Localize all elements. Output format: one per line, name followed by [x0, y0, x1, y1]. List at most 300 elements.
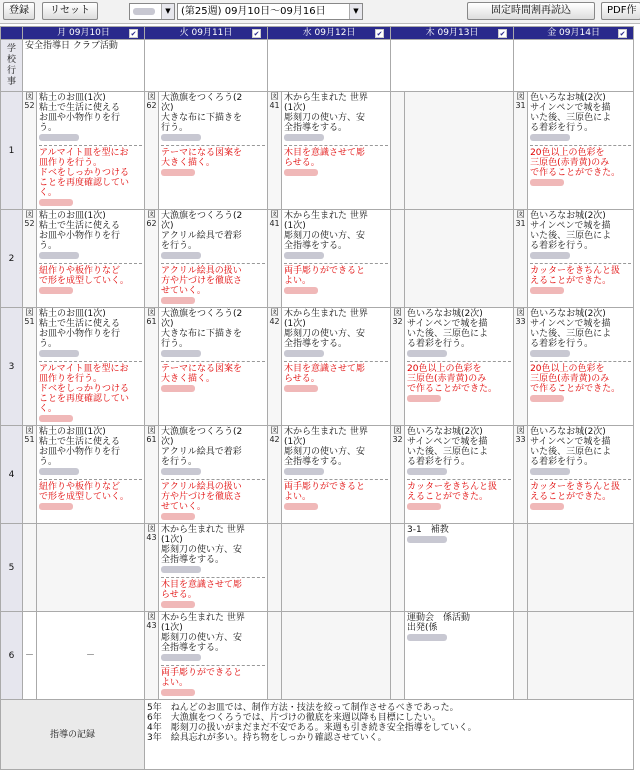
- reflection-line: 両手彫りができると: [284, 266, 366, 276]
- reflection-line: 木目を意識させて彫: [284, 364, 366, 374]
- redacted-text: [284, 385, 318, 392]
- subject-code: 図: [147, 612, 156, 621]
- lesson-code-cell[interactable]: [514, 612, 528, 700]
- reflection-line: よい。: [161, 678, 189, 688]
- lesson-plan-line: 粘土で生活に使える: [39, 319, 121, 329]
- reflection-line: アルマイト皿を型にお: [39, 148, 129, 158]
- lesson-plan-line: 色いろなお城(2次): [530, 93, 606, 103]
- subject-code: 図: [393, 426, 402, 435]
- lesson-plan-line: 全指導をする。: [161, 555, 225, 565]
- reflection-line: 紐作りや板作りなど: [39, 266, 121, 276]
- day-checkbox[interactable]: ✔: [619, 30, 626, 38]
- day-header-label: 水 09月12日: [302, 28, 356, 38]
- divider: [161, 577, 265, 578]
- subject-code: 図: [25, 92, 34, 101]
- reflection-line: 木目を意識させて彫: [284, 148, 366, 158]
- school-events-label: [1, 40, 23, 92]
- redacted-text: [161, 468, 201, 475]
- lesson-plan-line: お皿や小物作りを行: [39, 231, 121, 241]
- lesson-plan-line: 粘土のお皿(1次): [39, 309, 106, 319]
- redacted-text: [530, 395, 564, 402]
- lesson-plan-line: 色いろなお城(2次): [407, 427, 483, 437]
- lesson-cell[interactable]: [159, 308, 268, 426]
- lesson-plan-line: を行う。: [161, 241, 198, 251]
- teaching-record-line: 4年 彫刻刀の扱いがまだまだ不安である。来週も引き続き安全指導をしていく。: [147, 723, 477, 733]
- lesson-cell[interactable]: [282, 308, 391, 426]
- lesson-code-cell[interactable]: [514, 92, 528, 210]
- lesson-cell[interactable]: [405, 426, 514, 524]
- register-button[interactable]: 登録: [3, 2, 35, 20]
- lesson-code-cell[interactable]: [23, 308, 37, 426]
- lesson-plan-line: いた後、三原色によ: [530, 329, 612, 339]
- lesson-plan-line: 色いろなお城(2次): [530, 211, 606, 221]
- lesson-plan-line: (1次): [284, 221, 306, 231]
- divider: [39, 479, 142, 480]
- lesson-code-cell[interactable]: [268, 92, 282, 210]
- day-checkbox[interactable]: ✔: [253, 30, 260, 38]
- reflection-line: アルマイト皿を型にお: [39, 364, 129, 374]
- divider: [39, 263, 142, 264]
- redacted-text: [161, 566, 201, 573]
- redacted-text: [39, 468, 79, 475]
- lesson-plan-line: う。: [39, 457, 58, 467]
- lesson-number: 41: [269, 219, 280, 228]
- redacted-text: [284, 134, 324, 141]
- redacted-text: [39, 415, 73, 422]
- lesson-plan-line: 全指導をする。: [284, 123, 348, 133]
- lesson-plan-line: 木から生まれた 世界: [161, 525, 245, 535]
- reflection-line: ドベをしっかりつける: [39, 168, 130, 178]
- lesson-cell[interactable]: [282, 524, 391, 612]
- school-event-cell[interactable]: [268, 40, 391, 92]
- lesson-plan-line: 粘土で生活に使える: [39, 103, 121, 113]
- day-header: [23, 27, 145, 40]
- lesson-plan-line: (1次): [161, 535, 183, 545]
- reflection-line: ドベをしっかりつける: [39, 384, 130, 394]
- lesson-code-cell[interactable]: [514, 210, 528, 308]
- lesson-number: 61: [146, 317, 157, 326]
- reflection-line: 三原色(赤青黄)のみ: [530, 374, 610, 384]
- lesson-plan-line: いた後、三原色によ: [530, 113, 612, 123]
- day-header-label: 木 09月13日: [425, 28, 479, 38]
- reflection-line: カッターをきちんと扱: [530, 482, 620, 492]
- redacted-text: [161, 169, 195, 176]
- redacted-text: [284, 350, 324, 357]
- day-header: [391, 27, 514, 40]
- lesson-code-cell[interactable]: －: [23, 612, 37, 700]
- lesson-cell[interactable]: －: [37, 612, 145, 700]
- lesson-plan-line: 木から生まれた 世界: [284, 211, 368, 221]
- divider: [530, 361, 631, 362]
- redacted-text: [39, 503, 73, 510]
- reflection-line: ことを再度確認してい: [39, 394, 130, 404]
- school-event-cell[interactable]: [514, 40, 634, 92]
- lesson-plan-line: 大漁旗をつくろう(2: [161, 211, 243, 221]
- redacted-text: [161, 689, 195, 696]
- reflection-line: 20色以上の色彩を: [530, 364, 605, 374]
- day-header-label: 月 09月10日: [57, 28, 110, 38]
- lesson-number: 42: [269, 317, 280, 326]
- week-select-value: (第25週) 09月10日～09月16日: [181, 6, 326, 17]
- redacted-text: [530, 350, 570, 357]
- lesson-code-cell[interactable]: [268, 210, 282, 308]
- fixed-timetable-reload-button[interactable]: 固定時間割再読込: [467, 2, 595, 20]
- lesson-cell[interactable]: [37, 92, 145, 210]
- school-event-cell[interactable]: [391, 40, 514, 92]
- lesson-plan-line: お皿や小物作りを行: [39, 329, 121, 339]
- lesson-number: 51: [24, 435, 35, 444]
- teaching-record-text[interactable]: [145, 700, 634, 770]
- lesson-cell[interactable]: [405, 308, 514, 426]
- lesson-plan-line: 粘土で生活に使える: [39, 437, 121, 447]
- reflection-line: 20色以上の色彩を: [530, 148, 605, 158]
- subject-code: 図: [516, 210, 525, 219]
- reflection-line: らせる。: [284, 158, 320, 168]
- subject-code: 図: [270, 92, 279, 101]
- redacted-text: [407, 395, 441, 402]
- lesson-number: 33: [515, 317, 526, 326]
- lesson-cell[interactable]: [282, 426, 391, 524]
- lesson-code-cell[interactable]: [391, 308, 405, 426]
- lesson-code-cell[interactable]: [145, 426, 159, 524]
- day-checkbox[interactable]: ✔: [499, 30, 506, 38]
- lesson-number: 52: [24, 219, 35, 228]
- reflection-line: よい。: [284, 492, 312, 502]
- lesson-cell[interactable]: [405, 210, 514, 308]
- reflection-line: らせる。: [161, 590, 197, 600]
- divider: [284, 263, 388, 264]
- lesson-number: 62: [146, 219, 157, 228]
- lesson-plan-line: 木から生まれた 世界: [284, 427, 368, 437]
- lesson-code-cell[interactable]: [514, 524, 528, 612]
- lesson-plan-line: 木から生まれた 世界: [161, 613, 245, 623]
- teaching-record-line: 5年 ねんどのお皿では、制作方法・技法を絞って制作させるべきであった。: [147, 703, 459, 713]
- lesson-plan-line: 全指導をする。: [284, 339, 348, 349]
- lesson-code-cell[interactable]: [268, 308, 282, 426]
- lesson-plan-line: 大漁旗をつくろう(2: [161, 427, 243, 437]
- lesson-plan-line: サインペンで城を描: [530, 103, 611, 113]
- lesson-code-cell[interactable]: [514, 308, 528, 426]
- subject-code: 図: [270, 426, 279, 435]
- corner-header: [1, 27, 23, 40]
- lesson-plan-line: 色いろなお城(2次): [530, 427, 606, 437]
- lesson-code-cell[interactable]: [145, 308, 159, 426]
- divider: [284, 145, 388, 146]
- reflection-line: 方や片づけを徹底さ: [161, 492, 243, 502]
- lesson-plan-line: (1次): [161, 623, 183, 633]
- lesson-cell[interactable]: [528, 308, 634, 426]
- lesson-code-cell[interactable]: [23, 210, 37, 308]
- redacted-text: [530, 503, 564, 510]
- redacted-text: [284, 287, 318, 294]
- lesson-number: 62: [146, 101, 157, 110]
- redacted-text: [530, 287, 564, 294]
- redacted-text: [39, 252, 79, 259]
- lesson-cell[interactable]: [37, 426, 145, 524]
- toolbar: [0, 0, 640, 24]
- subject-code: 図: [516, 92, 525, 101]
- lesson-plan-line: る着彩を行う。: [530, 241, 594, 251]
- lesson-cell[interactable]: [159, 210, 268, 308]
- reflection-line: せていく。: [161, 502, 206, 512]
- lesson-plan-line: 3-1 補教: [407, 525, 449, 535]
- lesson-code-cell[interactable]: [268, 426, 282, 524]
- week-select[interactable]: [177, 3, 363, 20]
- lesson-number: 43: [146, 621, 157, 630]
- lesson-plan-line: 彫刻刀の使い方、安: [284, 113, 366, 123]
- lesson-code-cell[interactable]: [391, 92, 405, 210]
- redacted-text: [407, 350, 447, 357]
- reflection-line: で形を成型していく。: [39, 276, 129, 286]
- lesson-plan-line: 行う。: [161, 339, 189, 349]
- reflection-line: テーマになる図案を: [161, 148, 243, 158]
- reflection-line: らせる。: [284, 374, 320, 384]
- redacted-text: [161, 513, 195, 520]
- pdf-button[interactable]: PDF作: [601, 2, 640, 20]
- lesson-cell[interactable]: [405, 612, 514, 700]
- lesson-code-cell[interactable]: [391, 426, 405, 524]
- lesson-cell[interactable]: [405, 92, 514, 210]
- lesson-code-cell[interactable]: [268, 524, 282, 612]
- lesson-code-cell[interactable]: [23, 92, 37, 210]
- divider: [530, 145, 631, 146]
- lesson-code-cell[interactable]: [391, 210, 405, 308]
- reflection-line: えることができた。: [407, 492, 489, 502]
- divider: [530, 263, 631, 264]
- teaching-record-line: 6年 大漁旗をつくろうでは、片づけの徹底を来週以降も目標にしたい。: [147, 713, 441, 723]
- divider: [407, 361, 511, 362]
- period-number: 1: [1, 92, 23, 210]
- reflection-line: で形を成型していく。: [39, 492, 129, 502]
- day-header: [145, 27, 268, 40]
- lesson-code-cell[interactable]: [145, 612, 159, 700]
- school-events-label-text: 学校行事: [6, 43, 16, 87]
- lesson-plan-line: 彫刻刀の使い方、安: [284, 447, 366, 457]
- lesson-plan-line: 全指導をする。: [161, 643, 225, 653]
- lesson-cell[interactable]: [37, 524, 145, 612]
- lesson-plan-line: を行う。: [161, 457, 198, 467]
- redacted-text: [530, 179, 564, 186]
- lesson-plan-line: アクリル絵具で着彩: [161, 447, 242, 457]
- lesson-cell[interactable]: [282, 92, 391, 210]
- day-header: [514, 27, 634, 40]
- redacted-text: [161, 134, 201, 141]
- redacted-text: [161, 297, 195, 304]
- subject-code: 図: [270, 308, 279, 317]
- reflection-line: 20色以上の色彩を: [407, 364, 482, 374]
- lesson-number: 31: [515, 219, 526, 228]
- lesson-cell[interactable]: [528, 524, 634, 612]
- lesson-plan-line: 出発(係: [407, 623, 438, 633]
- lesson-plan-line: (1次): [284, 103, 306, 113]
- lesson-number: 61: [146, 435, 157, 444]
- lesson-number: 43: [146, 533, 157, 542]
- weekly-timetable: [0, 26, 634, 770]
- lesson-plan-line: 粘土のお皿(1次): [39, 93, 106, 103]
- lesson-plan-line: サインペンで城を描: [530, 319, 611, 329]
- subject-code: 図: [25, 426, 34, 435]
- lesson-plan-line: 全指導をする。: [284, 241, 348, 251]
- lesson-code-cell[interactable]: [145, 210, 159, 308]
- school-event-cell[interactable]: [145, 40, 268, 92]
- lesson-cell[interactable]: [159, 524, 268, 612]
- reflection-line: で作ることができた。: [530, 384, 621, 394]
- lesson-plan-line: お皿や小物作りを行: [39, 113, 121, 123]
- lesson-code-cell[interactable]: [23, 426, 37, 524]
- subject-code: 図: [147, 524, 156, 533]
- teaching-record-line: 3年 絵具忘れが多い。持ち物をしっかり確認させていく。: [147, 733, 387, 743]
- lesson-plan-line: 彫刻刀の使い方、安: [284, 329, 366, 339]
- lesson-plan-line: 次): [161, 319, 174, 329]
- lesson-code-cell[interactable]: [145, 524, 159, 612]
- redacted-text: [284, 503, 318, 510]
- redacted-text: [284, 468, 324, 475]
- lesson-number: 52: [24, 101, 35, 110]
- school-event-cell[interactable]: [23, 40, 145, 92]
- period-number: 5: [1, 524, 23, 612]
- lesson-plan-line: 運動会 係活動: [407, 613, 471, 623]
- reflection-line: ことを再度確認してい: [39, 178, 130, 188]
- lesson-plan-line: 全指導をする。: [284, 457, 348, 467]
- period-number: 3: [1, 308, 23, 426]
- period-number: 4: [1, 426, 23, 524]
- divider: [530, 479, 631, 480]
- lesson-cell[interactable]: [282, 210, 391, 308]
- school-event-text: 安全指導日 クラブ活動: [25, 41, 118, 51]
- reflection-line: 三原色(赤青黄)のみ: [530, 158, 610, 168]
- lesson-cell[interactable]: [159, 92, 268, 210]
- lesson-cell[interactable]: [159, 426, 268, 524]
- chevron-down-icon: ▼: [161, 4, 174, 19]
- lesson-number: 31: [515, 101, 526, 110]
- lesson-plan-line: 大きな布に下描きを: [161, 113, 243, 123]
- lesson-plan-line: (1次): [284, 437, 306, 447]
- lesson-cell[interactable]: [159, 612, 268, 700]
- lesson-cell[interactable]: [37, 308, 145, 426]
- redacted-text: [161, 350, 201, 357]
- reflection-line: カッターをきちんと扱: [407, 482, 497, 492]
- lesson-cell[interactable]: [528, 426, 634, 524]
- lesson-code-cell[interactable]: [391, 524, 405, 612]
- lesson-plan-line: いた後、三原色によ: [530, 231, 612, 241]
- lesson-plan-line: いた後、三原色によ: [407, 447, 489, 457]
- divider: [161, 361, 265, 362]
- lesson-number: 51: [24, 317, 35, 326]
- lesson-plan-line: う。: [39, 339, 58, 349]
- lesson-plan-line: 次): [161, 103, 174, 113]
- redacted-text: [39, 350, 79, 357]
- lesson-plan-line: る着彩を行う。: [407, 457, 471, 467]
- redacted-text: [39, 199, 73, 206]
- redacted-text: [530, 134, 570, 141]
- lesson-number: 32: [392, 317, 403, 326]
- reset-button[interactable]: リセット: [42, 2, 98, 20]
- subject-code: 図: [270, 210, 279, 219]
- lesson-cell[interactable]: [282, 612, 391, 700]
- lesson-plan-line: 木から生まれた 世界: [284, 309, 368, 319]
- lesson-plan-line: 色いろなお城(2次): [530, 309, 606, 319]
- redacted-text: [530, 468, 570, 475]
- subject-code: 図: [147, 210, 156, 219]
- teaching-record-label: 指導の記録: [1, 700, 145, 770]
- lesson-cell[interactable]: [528, 210, 634, 308]
- divider: [284, 479, 388, 480]
- day-checkbox[interactable]: ✔: [130, 30, 137, 38]
- lesson-plan-line: 粘土のお皿(1次): [39, 211, 106, 221]
- lesson-code-cell[interactable]: [145, 92, 159, 210]
- subject-code: 図: [516, 308, 525, 317]
- lesson-plan-line: 次): [161, 221, 174, 231]
- lesson-plan-line: 彫刻刀の使い方、安: [284, 231, 366, 241]
- class-select[interactable]: [129, 3, 175, 20]
- lesson-plan-line: る着彩を行う。: [407, 339, 471, 349]
- lesson-plan-line: 木から生まれた 世界: [284, 93, 368, 103]
- reflection-line: 紐作りや板作りなど: [39, 482, 121, 492]
- reflection-line: アクリル絵具の扱い: [161, 482, 242, 492]
- divider: [407, 479, 511, 480]
- subject-code: 図: [516, 426, 525, 435]
- lesson-plan-line: サインペンで城を描: [407, 319, 488, 329]
- reflection-line: せていく。: [161, 286, 206, 296]
- redacted-text: [407, 503, 441, 510]
- lesson-cell[interactable]: [37, 210, 145, 308]
- lesson-plan-line: う。: [39, 241, 58, 251]
- redacted-text: [161, 601, 195, 608]
- lesson-plan-line: る着彩を行う。: [530, 123, 594, 133]
- subject-code: 図: [147, 308, 156, 317]
- lesson-plan-line: 大漁旗をつくろう(2: [161, 309, 243, 319]
- reflection-line: 木目を意識させて彫: [161, 580, 243, 590]
- lesson-plan-line: う。: [39, 123, 58, 133]
- day-header: [268, 27, 391, 40]
- lesson-cell[interactable]: [528, 92, 634, 210]
- lesson-code-cell[interactable]: [23, 524, 37, 612]
- lesson-plan-line: サインペンで城を描: [407, 437, 488, 447]
- redacted-text: [39, 287, 73, 294]
- day-checkbox[interactable]: ✔: [376, 30, 383, 38]
- divider: [161, 479, 265, 480]
- lesson-code-cell[interactable]: [391, 612, 405, 700]
- lesson-plan-line: 粘土で生活に使える: [39, 221, 121, 231]
- lesson-plan-line: (1次): [284, 319, 306, 329]
- divider: [161, 145, 265, 146]
- lesson-plan-line: 彫刻刀の使い方、安: [161, 545, 243, 555]
- lesson-plan-line: 行う。: [161, 123, 189, 133]
- subject-code: 図: [147, 92, 156, 101]
- lesson-plan-line: 色いろなお城(2次): [407, 309, 483, 319]
- reflection-line: カッターをきちんと扱: [530, 266, 620, 276]
- reflection-line: 両手彫りができると: [284, 482, 366, 492]
- reflection-line: 皿作りを行う。: [39, 374, 103, 384]
- divider: [161, 263, 265, 264]
- lesson-cell[interactable]: [528, 612, 634, 700]
- lesson-cell[interactable]: [405, 524, 514, 612]
- lesson-plan-line: 彫刻刀の使い方、安: [161, 633, 243, 643]
- redacted-text: [284, 252, 324, 259]
- reflection-line: で作ることができた。: [530, 168, 621, 178]
- period-number: 6: [1, 612, 23, 700]
- lesson-plan-line: る着彩を行う。: [530, 457, 594, 467]
- reflection-line: 三原色(赤青黄)のみ: [407, 374, 487, 384]
- chevron-down-icon: ▼: [349, 4, 362, 19]
- lesson-plan-line: サインペンで城を描: [530, 437, 611, 447]
- reflection-line: 皿作りを行う。: [39, 158, 103, 168]
- divider: [39, 361, 142, 362]
- lesson-code-cell[interactable]: [268, 612, 282, 700]
- class-select-value: [133, 8, 155, 15]
- lesson-number: 41: [269, 101, 280, 110]
- lesson-code-cell[interactable]: [514, 426, 528, 524]
